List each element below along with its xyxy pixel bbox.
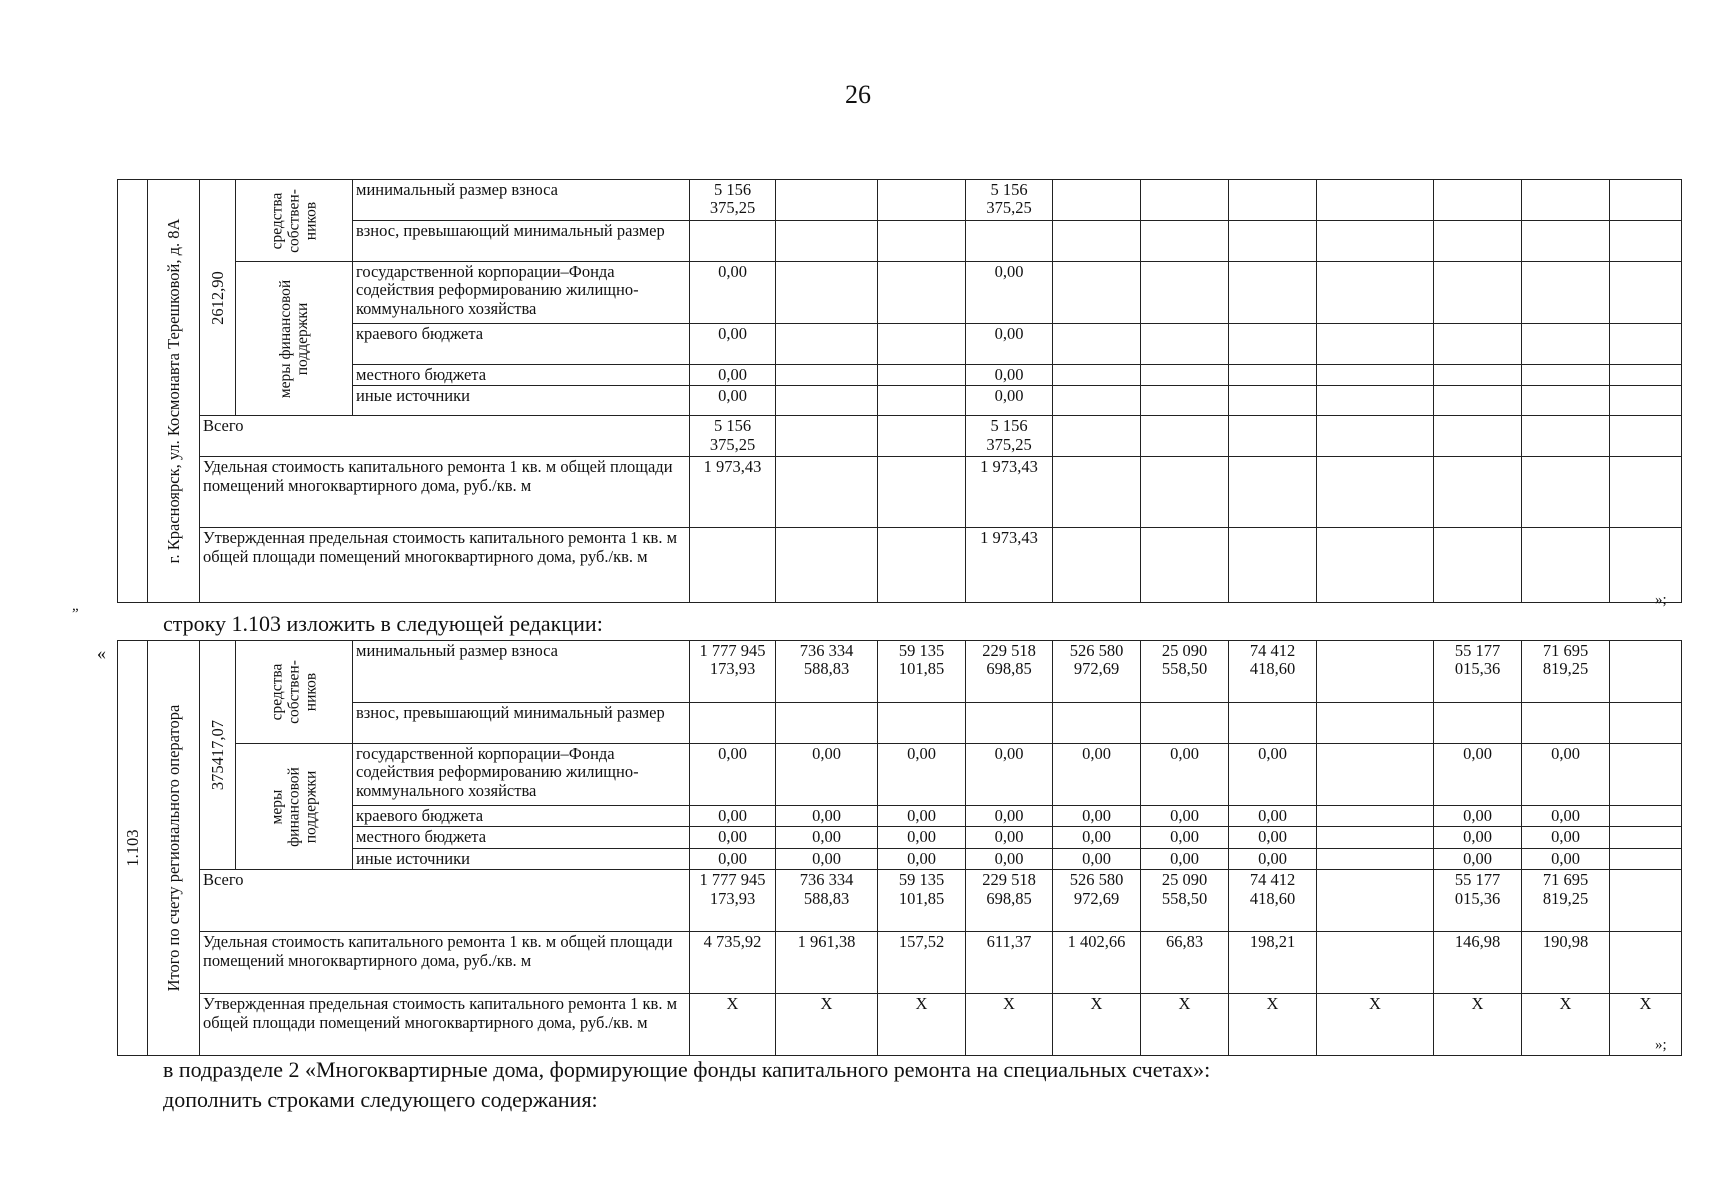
empty-cell bbox=[1434, 528, 1522, 603]
empty-cell bbox=[878, 365, 966, 386]
value-cell: 74 412 418,60 bbox=[1229, 641, 1317, 703]
value-cell: 71 695 819,25 bbox=[1522, 641, 1610, 703]
value-cell: 0,00 bbox=[1522, 848, 1610, 869]
empty-cell bbox=[1141, 457, 1229, 528]
empty-cell bbox=[1610, 416, 1682, 457]
value-cell: Х bbox=[1434, 994, 1522, 1056]
value-cell: 198,21 bbox=[1229, 932, 1317, 994]
empty-cell bbox=[1053, 262, 1141, 324]
value-cell: 0,00 bbox=[878, 744, 966, 806]
value-cell: Х bbox=[1317, 994, 1434, 1056]
value-cell: 0,00 bbox=[1141, 848, 1229, 869]
value-cell: 0,00 bbox=[1229, 827, 1317, 848]
empty-cell bbox=[1317, 416, 1434, 457]
empty-cell bbox=[1229, 703, 1317, 744]
table-row bbox=[118, 457, 1682, 528]
page-number: 26 bbox=[845, 80, 871, 109]
value-cell: 55 177 015,36 bbox=[1434, 870, 1522, 932]
value-cell: 0,00 bbox=[1522, 744, 1610, 806]
value-cell: 0,00 bbox=[1434, 744, 1522, 806]
value-cell: 0,00 bbox=[1053, 806, 1141, 827]
close-quote-2: »; bbox=[1655, 1037, 1667, 1053]
empty-cell bbox=[776, 221, 878, 262]
value-cell: 0,00 bbox=[966, 386, 1053, 416]
empty-cell bbox=[1317, 386, 1434, 416]
value-cell: 611,37 bbox=[966, 932, 1053, 994]
empty-cell bbox=[878, 703, 966, 744]
label-unit-cost: Удельная стоимость капитального ремонта 1 кв. м общей площади помещений многоквартирного дома, руб./кв. м bbox=[200, 457, 690, 528]
value-cell: 0,00 bbox=[878, 806, 966, 827]
area-text: 2612,90 bbox=[207, 270, 227, 325]
empty-cell bbox=[1434, 221, 1522, 262]
group-owners-cell bbox=[236, 180, 353, 262]
value-cell: 0,00 bbox=[690, 386, 776, 416]
empty-cell bbox=[1317, 457, 1434, 528]
empty-cell bbox=[878, 386, 966, 416]
empty-cell bbox=[878, 416, 966, 457]
area-cell bbox=[200, 641, 236, 870]
empty-cell bbox=[878, 528, 966, 603]
label-min-fee: минимальный размер взноса bbox=[353, 180, 690, 221]
value-cell: 0,00 bbox=[776, 806, 878, 827]
empty-cell bbox=[1141, 703, 1229, 744]
value-cell: 0,00 bbox=[1229, 744, 1317, 806]
empty-cell bbox=[1053, 416, 1141, 457]
value-cell: Х bbox=[1053, 994, 1141, 1056]
empty-cell bbox=[1141, 324, 1229, 365]
empty-cell bbox=[1053, 180, 1141, 221]
empty-cell bbox=[1317, 324, 1434, 365]
value-cell: Х bbox=[878, 994, 966, 1056]
value-cell: 526 580 972,69 bbox=[1053, 870, 1141, 932]
value-cell: 0,00 bbox=[1522, 806, 1610, 827]
label-total: Всего bbox=[200, 870, 690, 932]
group-support-cell bbox=[236, 744, 353, 870]
value-cell: Х bbox=[966, 994, 1053, 1056]
value-cell: 0,00 bbox=[1141, 827, 1229, 848]
empty-cell bbox=[1053, 386, 1141, 416]
empty-cell bbox=[1317, 703, 1434, 744]
empty-cell bbox=[1141, 180, 1229, 221]
empty-cell bbox=[1522, 703, 1610, 744]
empty-cell bbox=[878, 180, 966, 221]
value-cell bbox=[1610, 806, 1682, 827]
value-cell: 0,00 bbox=[776, 827, 878, 848]
value-cell: 736 334 588,83 bbox=[776, 870, 878, 932]
value-cell: 5 156 375,25 bbox=[690, 180, 776, 221]
instruction-3: дополнить строками следующего содержания: bbox=[163, 1087, 598, 1112]
value-cell: Х bbox=[1522, 994, 1610, 1056]
empty-cell bbox=[1610, 262, 1682, 324]
value-cell: 5 156 375,25 bbox=[966, 180, 1053, 221]
empty-cell bbox=[1434, 457, 1522, 528]
value-cell: 0,00 bbox=[1053, 744, 1141, 806]
label-excess-fee: взнос, превышающий минимальный размер bbox=[353, 703, 690, 744]
empty-cell bbox=[1434, 324, 1522, 365]
empty-cell bbox=[1141, 386, 1229, 416]
empty-cell bbox=[1610, 703, 1682, 744]
value-cell: 5 156 375,25 bbox=[966, 416, 1053, 457]
empty-cell bbox=[1141, 262, 1229, 324]
empty-cell bbox=[1610, 365, 1682, 386]
value-cell: 0,00 bbox=[966, 848, 1053, 869]
empty-cell bbox=[878, 221, 966, 262]
empty-cell bbox=[776, 262, 878, 324]
value-cell: 0,00 bbox=[966, 365, 1053, 386]
empty-cell bbox=[1610, 457, 1682, 528]
value-cell: 0,00 bbox=[878, 827, 966, 848]
value-cell bbox=[1610, 848, 1682, 869]
value-cell: 0,00 bbox=[690, 365, 776, 386]
empty-cell bbox=[1522, 262, 1610, 324]
empty-cell bbox=[776, 457, 878, 528]
label-fund: государственной корпорации–Фонда содействия реформированию жилищно-коммунального хозяйства bbox=[353, 744, 690, 806]
empty-cell bbox=[1141, 221, 1229, 262]
group-owners-text: средства собствен-ников bbox=[268, 660, 320, 724]
label-local: местного бюджета bbox=[353, 365, 690, 386]
value-cell: 0,00 bbox=[1053, 848, 1141, 869]
empty-cell bbox=[1141, 528, 1229, 603]
value-cell bbox=[1317, 806, 1434, 827]
empty-cell bbox=[690, 703, 776, 744]
value-cell: 0,00 bbox=[966, 262, 1053, 324]
value-cell bbox=[1610, 641, 1682, 703]
address-cell bbox=[148, 180, 200, 603]
value-cell: 59 135 101,85 bbox=[878, 870, 966, 932]
empty-cell bbox=[1522, 528, 1610, 603]
empty-cell bbox=[878, 457, 966, 528]
value-cell: 0,00 bbox=[1141, 806, 1229, 827]
label-regional: краевого бюджета bbox=[353, 806, 690, 827]
label-other: иные источники bbox=[353, 848, 690, 869]
open-quote: « bbox=[97, 643, 106, 663]
value-cell: 0,00 bbox=[966, 324, 1053, 365]
empty-cell bbox=[1317, 221, 1434, 262]
label-unit-cost: Удельная стоимость капитального ремонта 1 кв. м общей площади помещений многоквартирного дома, руб./кв. м bbox=[200, 932, 690, 994]
group-owners-text: средства собствен-ников bbox=[268, 188, 320, 253]
value-cell: 1 961,38 bbox=[776, 932, 878, 994]
label-approved: Утвержденная предельная стоимость капитального ремонта 1 кв. м общей площади помещений многоквартирного дома, руб./кв. м bbox=[200, 528, 690, 603]
table-row-1-103 bbox=[117, 640, 1682, 1056]
value-cell: 157,52 bbox=[878, 932, 966, 994]
label-other: иные источники bbox=[353, 386, 690, 416]
value-cell: 526 580 972,69 bbox=[1053, 641, 1141, 703]
value-cell: 66,83 bbox=[1141, 932, 1229, 994]
value-cell: 25 090 558,50 bbox=[1141, 870, 1229, 932]
value-cell: 1 777 945 173,93 bbox=[690, 870, 776, 932]
value-cell: 0,00 bbox=[690, 848, 776, 869]
empty-cell bbox=[878, 262, 966, 324]
empty-cell bbox=[690, 528, 776, 603]
empty-cell bbox=[1229, 324, 1317, 365]
value-cell: 0,00 bbox=[1229, 848, 1317, 869]
empty-cell bbox=[690, 221, 776, 262]
empty-cell bbox=[1434, 262, 1522, 324]
value-cell: 74 412 418,60 bbox=[1229, 870, 1317, 932]
empty-cell bbox=[1053, 221, 1141, 262]
table-row bbox=[118, 994, 1682, 1056]
empty-cell bbox=[1522, 324, 1610, 365]
instruction-1: строку 1.103 изложить в следующей редакции: bbox=[163, 611, 603, 636]
empty-cell bbox=[1053, 365, 1141, 386]
row-number-text: 1.103 bbox=[122, 829, 142, 867]
table-row bbox=[118, 262, 1682, 324]
value-cell: 4 735,92 bbox=[690, 932, 776, 994]
value-cell: 71 695 819,25 bbox=[1522, 870, 1610, 932]
value-cell: 1 402,66 bbox=[1053, 932, 1141, 994]
value-cell: 0,00 bbox=[1141, 744, 1229, 806]
value-cell bbox=[1317, 848, 1434, 869]
empty-cell bbox=[878, 324, 966, 365]
empty-cell bbox=[1229, 528, 1317, 603]
empty-cell bbox=[1434, 365, 1522, 386]
empty-cell bbox=[1610, 180, 1682, 221]
value-cell: 1 777 945 173,93 bbox=[690, 641, 776, 703]
value-cell bbox=[1317, 932, 1434, 994]
value-cell: 0,00 bbox=[966, 744, 1053, 806]
value-cell: 146,98 bbox=[1434, 932, 1522, 994]
margin-marker: „ bbox=[72, 598, 79, 614]
value-cell: Х bbox=[1610, 994, 1682, 1056]
instruction-2: в подразделе 2 «Многоквартирные дома, формирующие фонды капитального ремонта на специальных счетах»: bbox=[163, 1057, 1211, 1082]
empty-cell bbox=[1522, 386, 1610, 416]
value-cell bbox=[1317, 827, 1434, 848]
value-cell: 25 090 558,50 bbox=[1141, 641, 1229, 703]
address-text: г. Красноярск, ул. Космонавта Терешковой, д. 8А bbox=[163, 218, 183, 564]
table-row bbox=[118, 416, 1682, 457]
empty-cell bbox=[1610, 386, 1682, 416]
empty-cell bbox=[1317, 365, 1434, 386]
value-cell: 1 973,43 bbox=[690, 457, 776, 528]
empty-cell bbox=[1610, 221, 1682, 262]
value-cell: 736 334 588,83 bbox=[776, 641, 878, 703]
empty-cell bbox=[1229, 180, 1317, 221]
empty-cell bbox=[1229, 457, 1317, 528]
value-cell: 5 156 375,25 bbox=[690, 416, 776, 457]
value-cell bbox=[1317, 870, 1434, 932]
value-cell: Х bbox=[690, 994, 776, 1056]
value-cell: 0,00 bbox=[878, 848, 966, 869]
label-local: местного бюджета bbox=[353, 827, 690, 848]
value-cell: 0,00 bbox=[966, 827, 1053, 848]
empty-cell bbox=[1053, 528, 1141, 603]
empty-cell bbox=[1053, 457, 1141, 528]
value-cell: 0,00 bbox=[966, 806, 1053, 827]
empty-cell bbox=[1522, 365, 1610, 386]
empty-cell bbox=[966, 703, 1053, 744]
empty-cell bbox=[776, 324, 878, 365]
empty-cell bbox=[1141, 365, 1229, 386]
empty-cell bbox=[1229, 386, 1317, 416]
value-cell: 0,00 bbox=[776, 744, 878, 806]
empty-cell bbox=[1229, 221, 1317, 262]
empty-cell bbox=[776, 528, 878, 603]
value-cell: 1 973,43 bbox=[966, 528, 1053, 603]
value-cell: 0,00 bbox=[1434, 848, 1522, 869]
value-cell: 0,00 bbox=[1522, 827, 1610, 848]
group-support-text: меры финансовой поддержки bbox=[276, 279, 311, 398]
value-cell bbox=[1610, 932, 1682, 994]
area-cell bbox=[200, 180, 236, 416]
value-cell: Х bbox=[776, 994, 878, 1056]
label-approved: Утвержденная предельная стоимость капитального ремонта 1 кв. м общей площади помещений многоквартирного дома, руб./кв. м bbox=[200, 994, 690, 1056]
group-support-text: меры финансовой поддержки bbox=[268, 766, 320, 847]
value-cell: Х bbox=[1141, 994, 1229, 1056]
value-cell bbox=[1610, 744, 1682, 806]
table-row bbox=[118, 180, 1682, 221]
empty-cell bbox=[1229, 416, 1317, 457]
value-cell: 0,00 bbox=[1434, 827, 1522, 848]
value-cell: 0,00 bbox=[690, 262, 776, 324]
empty-cell bbox=[1317, 528, 1434, 603]
value-cell: 190,98 bbox=[1522, 932, 1610, 994]
empty-cell bbox=[776, 703, 878, 744]
empty-cell bbox=[1610, 324, 1682, 365]
value-cell: 0,00 bbox=[1229, 806, 1317, 827]
empty-cell bbox=[1522, 221, 1610, 262]
value-cell bbox=[1610, 870, 1682, 932]
empty-cell bbox=[1434, 386, 1522, 416]
value-cell: 0,00 bbox=[1434, 806, 1522, 827]
row-number-cell bbox=[118, 641, 148, 1056]
label-total: Всего bbox=[200, 416, 690, 457]
label-fund: государственной корпорации–Фонда содействия реформированию жилищно-коммунального хозяйства bbox=[353, 262, 690, 324]
value-cell: 229 518 698,85 bbox=[966, 641, 1053, 703]
empty-cell bbox=[776, 416, 878, 457]
label-excess-fee: взнос, превышающий минимальный размер bbox=[353, 221, 690, 262]
table-row bbox=[118, 528, 1682, 603]
empty-cell bbox=[1434, 703, 1522, 744]
value-cell: 0,00 bbox=[776, 848, 878, 869]
value-cell bbox=[1317, 641, 1434, 703]
table-row bbox=[118, 744, 1682, 806]
empty-cell bbox=[966, 221, 1053, 262]
value-cell bbox=[1317, 744, 1434, 806]
empty-cell bbox=[1053, 324, 1141, 365]
empty-cell bbox=[1141, 416, 1229, 457]
label-min-fee: минимальный размер взноса bbox=[353, 641, 690, 703]
table-address-8a bbox=[117, 179, 1682, 603]
empty-cell bbox=[1522, 457, 1610, 528]
empty-cell bbox=[776, 180, 878, 221]
value-cell: 0,00 bbox=[690, 827, 776, 848]
value-cell: 1 973,43 bbox=[966, 457, 1053, 528]
title-text: Итого по счету регионального оператора bbox=[163, 704, 183, 992]
table-row bbox=[118, 932, 1682, 994]
value-cell bbox=[1610, 827, 1682, 848]
empty-cell bbox=[1317, 262, 1434, 324]
empty-cell bbox=[1610, 528, 1682, 603]
num-cell bbox=[118, 180, 148, 603]
value-cell: 229 518 698,85 bbox=[966, 870, 1053, 932]
value-cell: 55 177 015,36 bbox=[1434, 641, 1522, 703]
empty-cell bbox=[1434, 416, 1522, 457]
label-regional: краевого бюджета bbox=[353, 324, 690, 365]
value-cell: 0,00 bbox=[690, 806, 776, 827]
empty-cell bbox=[776, 386, 878, 416]
title-cell bbox=[148, 641, 200, 1056]
table-row bbox=[118, 641, 1682, 703]
table-row bbox=[118, 870, 1682, 932]
value-cell: 59 135 101,85 bbox=[878, 641, 966, 703]
empty-cell bbox=[1434, 180, 1522, 221]
value-cell: 0,00 bbox=[690, 324, 776, 365]
empty-cell bbox=[1522, 416, 1610, 457]
value-cell: Х bbox=[1229, 994, 1317, 1056]
empty-cell bbox=[776, 365, 878, 386]
area-text: 375417,07 bbox=[207, 720, 227, 791]
value-cell: 0,00 bbox=[690, 744, 776, 806]
group-support-cell bbox=[236, 262, 353, 416]
empty-cell bbox=[1522, 180, 1610, 221]
empty-cell bbox=[1053, 703, 1141, 744]
empty-cell bbox=[1229, 262, 1317, 324]
group-owners-cell bbox=[236, 641, 353, 744]
empty-cell bbox=[1229, 365, 1317, 386]
value-cell: 0,00 bbox=[1053, 827, 1141, 848]
empty-cell bbox=[1317, 180, 1434, 221]
close-quote-1: »; bbox=[1655, 592, 1667, 608]
